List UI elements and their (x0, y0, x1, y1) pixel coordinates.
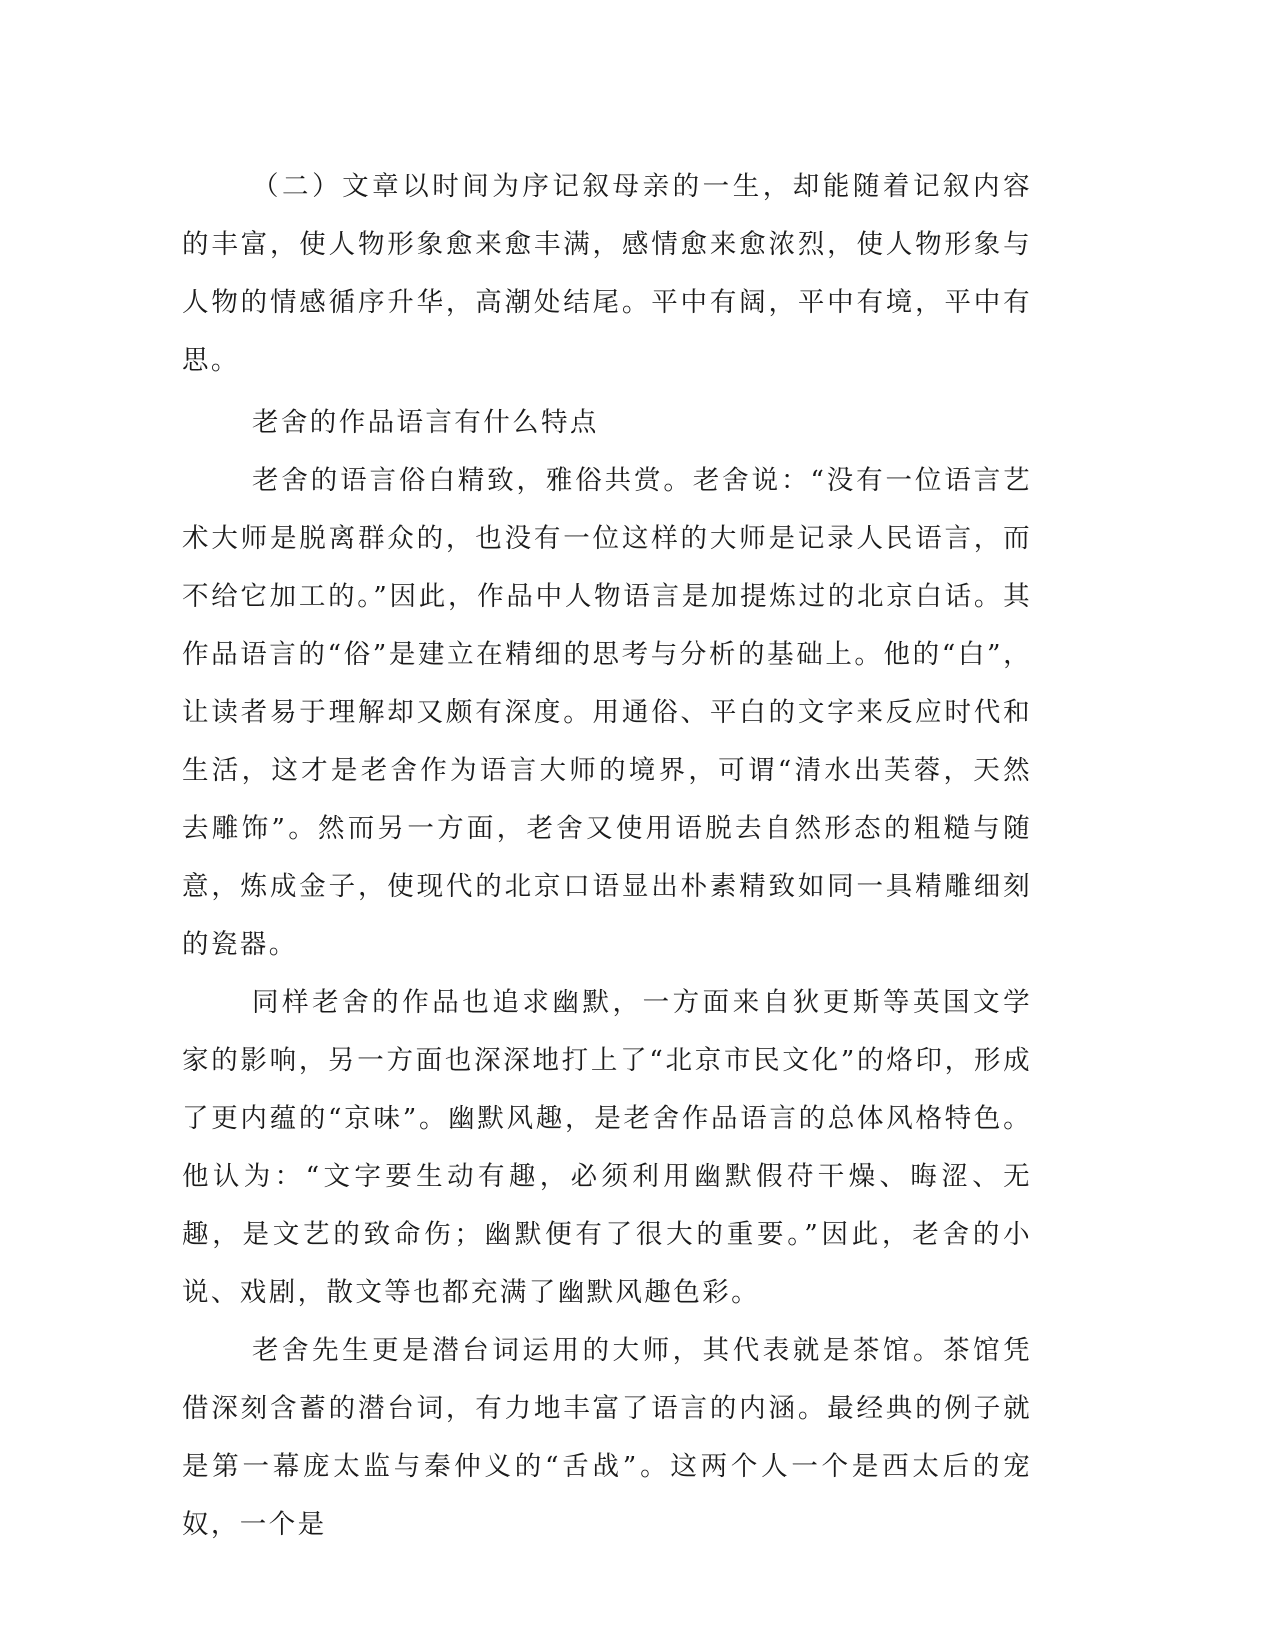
paragraph-language-style: 老舍的语言俗白精致，雅俗共赏。老舍说：“没有一位语言艺术大师是脱离群众的，也没有一位这样的大师是记录人民语言，而不给它加工的。”因此，作品中人物语言是加提炼过的北京白话。其作品语言的“俗”是建立在精细的思考与分析的基础上。他的“白”，让读者易于理解却又颇有深度。用通俗、平白的文字来反应时代和生活，这才是老舍作为语言大师的境界，可谓“清水出芙蓉，天然去雕饰”。然而另一方面，老舍又使用语脱去自然形态的粗糙与随意，炼成金子，使现代的北京口语显出朴素精致如同一具精雕细刻的瓷器。 (182, 465, 1032, 960)
paragraph-humor: 同样老舍的作品也追求幽默，一方面来自狄更斯等英国文学家的影响，另一方面也深深地打上了“北京市民文化”的烙印，形成了更内蕴的“京味”。幽默风趣，是老舍作品语言的总体风格特色。他认为：“文字要生动有趣，必须利用幽默假苻干燥、晦涩、无趣，是文艺的致命伤；幽默便有了很大的重要。”因此，老舍的小说、戏剧，散文等也都充满了幽默风趣色彩。 (182, 987, 1032, 1308)
paragraph-subtext: 老舍先生更是潜台词运用的大师，其代表就是茶馆。茶馆凭借深刻含蓄的潜台词，有力地丰富了语言的内涵。最经典的例子就是第一幕庞太监与秦仲义的“舌战”。这两个人一个是西太后的宠奴，一个是 (182, 1335, 1032, 1540)
document-body (182, 158, 1032, 1554)
paragraph-summary: （二）文章以时间为序记叙母亲的一生，却能随着记叙内容的丰富，使人物形象愈来愈丰满，感情愈来愈浓烈，使人物形象与人物的情感循序升华，高潮处结尾。平中有阔，平中有境，平中有思。 (182, 171, 1032, 376)
section-heading: 老舍的作品语言有什么特点 (252, 407, 599, 438)
